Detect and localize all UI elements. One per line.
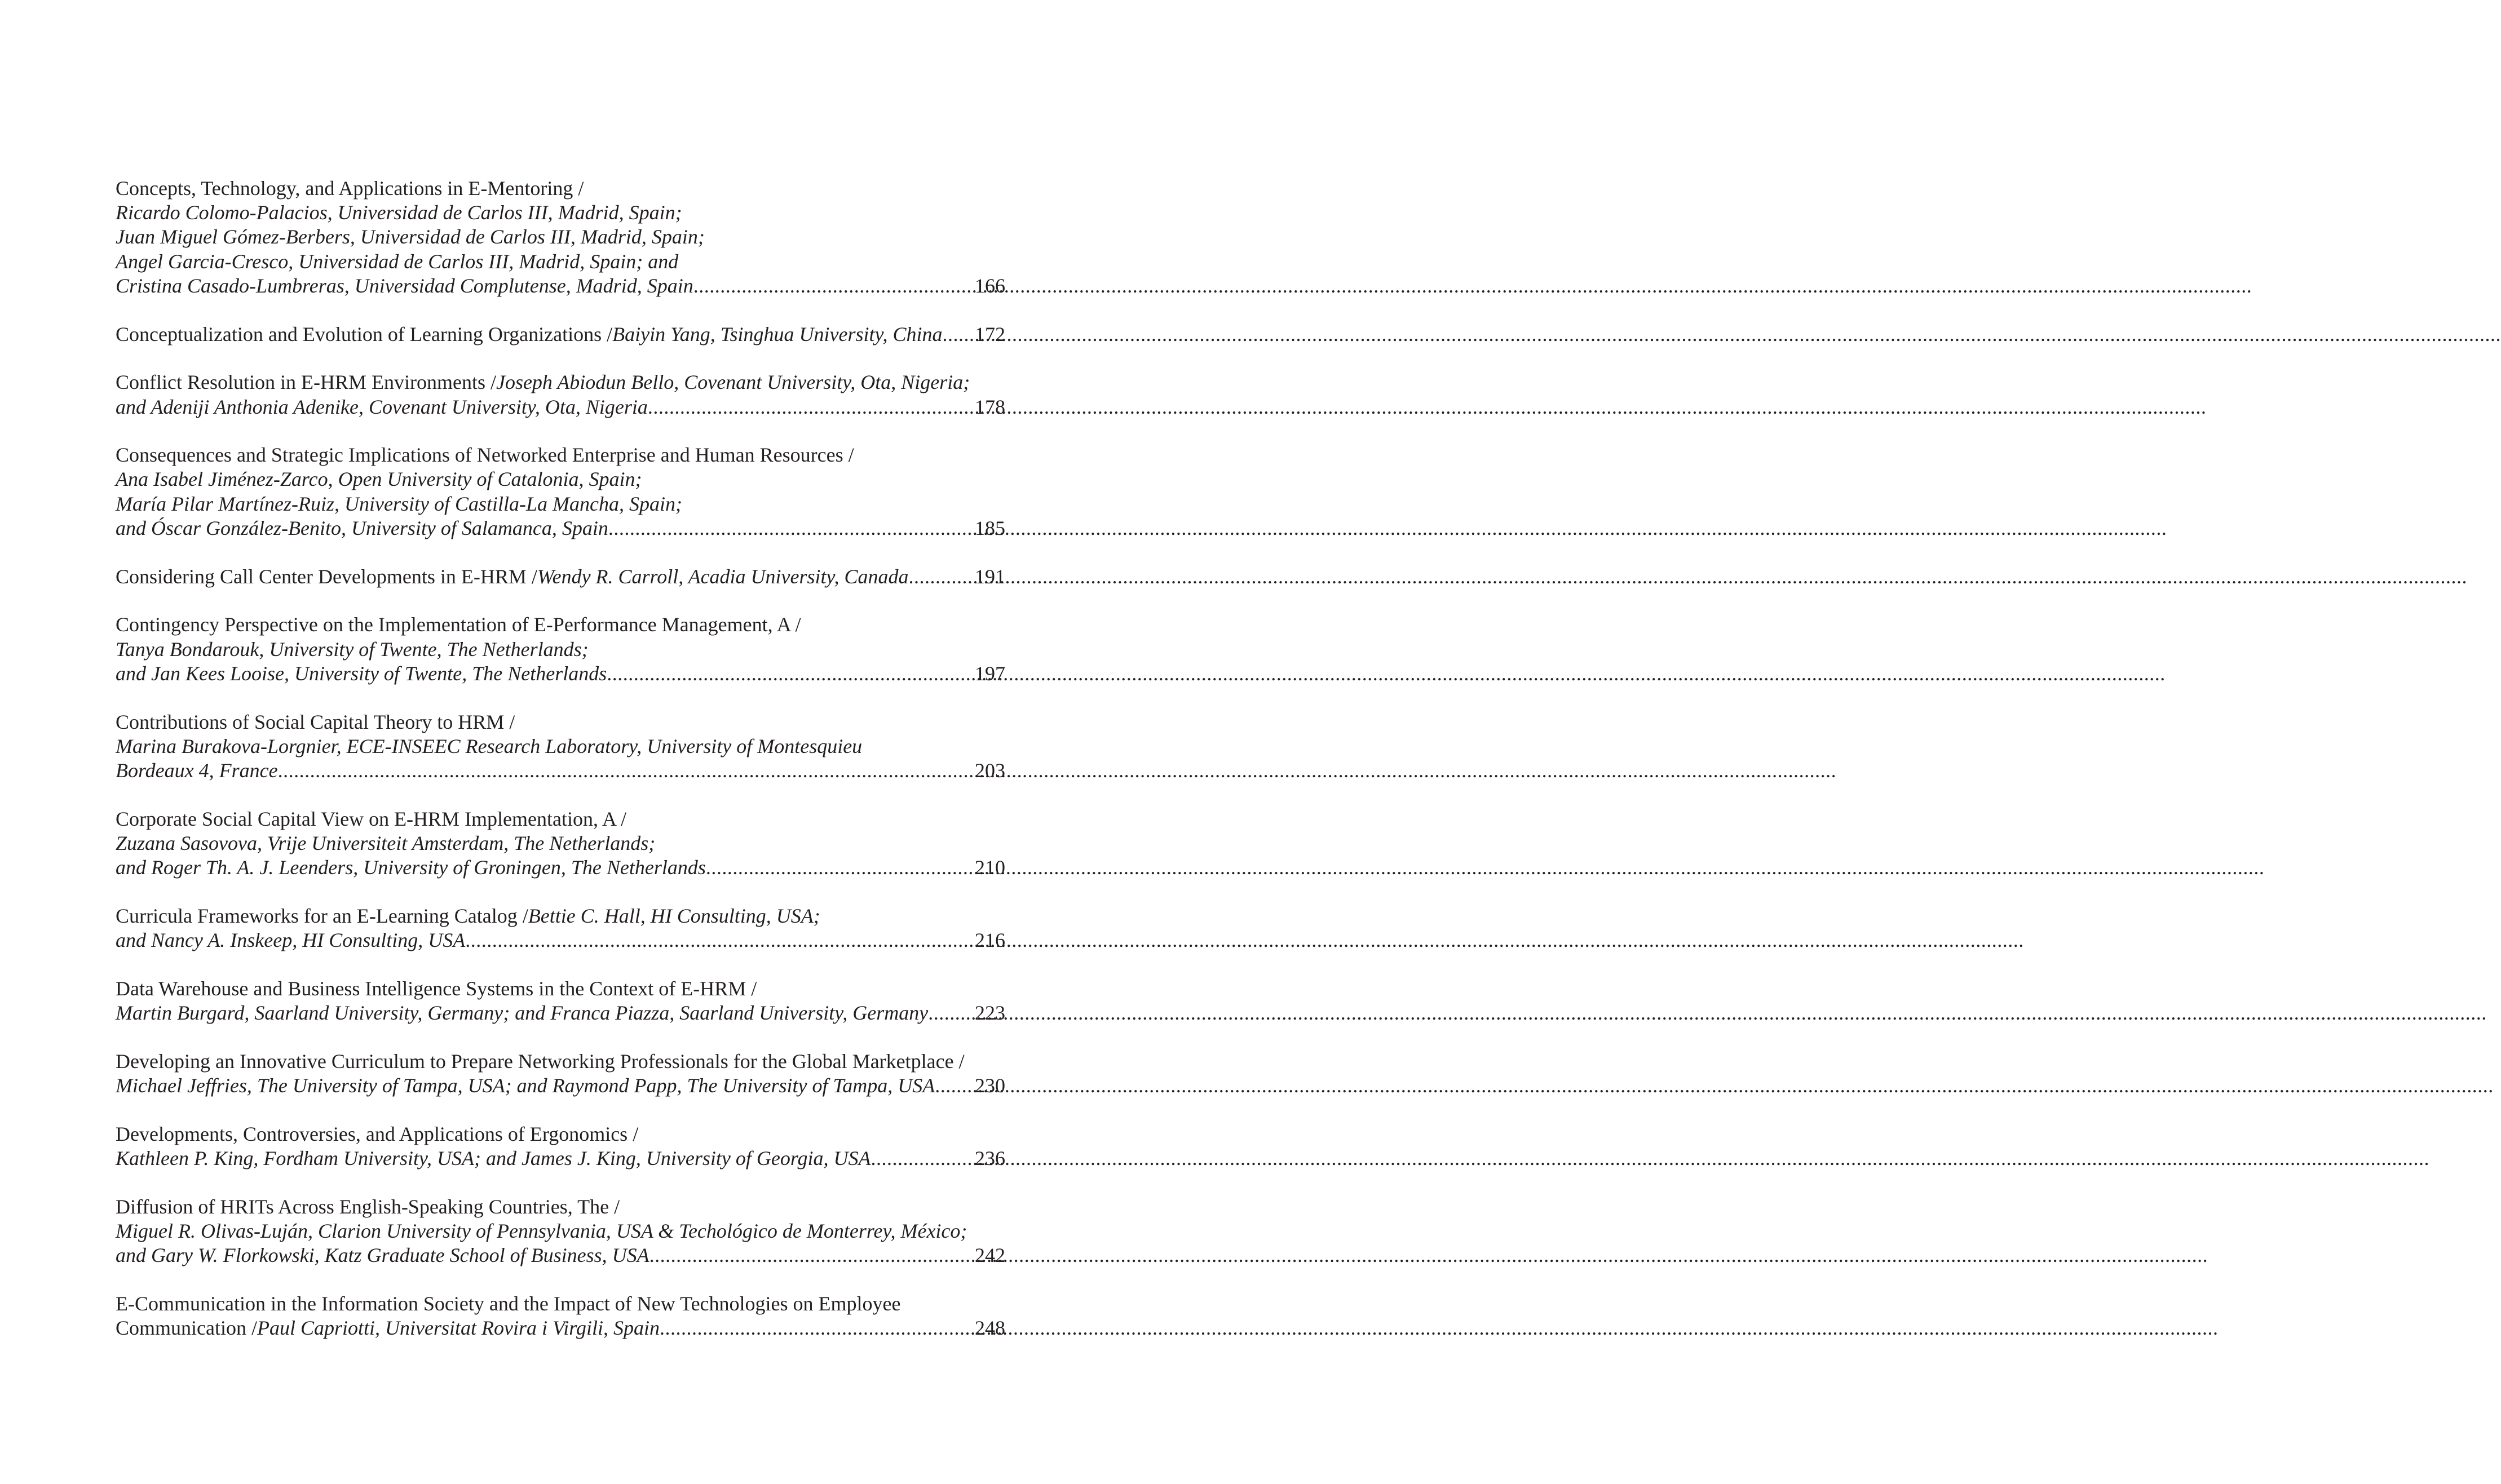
toc-entry-line <box>116 662 1005 686</box>
entry-title: Communication / <box>116 1317 257 1340</box>
entry-authors: and Óscar González-Benito, University of Salamanca, Spain <box>116 516 608 539</box>
entry-authors: Bettie C. Hall, HI Consulting, USA; <box>528 904 820 927</box>
toc-entry <box>116 565 1005 589</box>
dot-leader <box>660 1316 975 1340</box>
dot-leader <box>278 759 975 783</box>
entry-title: Diffusion of HRITs Across English-Speaking Countries, The / <box>116 1195 620 1218</box>
dot-leader <box>693 274 975 298</box>
toc-entry-line <box>116 176 1005 201</box>
entry-title: Consequences and Strategic Implications of Networked Enterprise and Human Resources / <box>116 444 854 467</box>
dot-leader <box>928 1001 975 1025</box>
entry-authors: Baiyin Yang, Tsinghua University, China <box>612 322 943 345</box>
toc-entry-line <box>116 395 1005 419</box>
toc-entry-line <box>116 322 1005 347</box>
toc-page <box>0 0 1155 1484</box>
toc-entry <box>116 807 1005 880</box>
toc-entry-line <box>116 467 1005 491</box>
page-number: 216 <box>975 929 1005 952</box>
toc-entry-line <box>116 1001 1005 1025</box>
entry-authors: Zuzana Sasovova, Vrije Universiteit Amsterdam, The Netherlands; <box>116 831 656 854</box>
entry-authors: and Jan Kees Looise, University of Twente, The Netherlands <box>116 662 607 685</box>
toc-entry-line <box>116 1243 1005 1268</box>
toc-entry-line <box>116 928 1005 953</box>
toc-entry-line <box>116 734 1005 759</box>
dot-leader <box>465 928 975 953</box>
entry-authors: Michael Jeffries, The University of Tampa, USA; and Raymond Papp, The University of Tampa, USA <box>116 1074 935 1097</box>
toc-entry-line <box>116 370 1005 395</box>
page-number: 230 <box>975 1074 1005 1097</box>
entry-authors: Miguel R. Olivas-Luján, Clarion University of Pennsylvania, USA & Techológico de Monterrey, México; <box>116 1219 967 1242</box>
toc-list <box>116 176 1005 1365</box>
toc-entry-line <box>116 1146 1005 1171</box>
entry-authors: Marina Burakova-Lorgnier, ECE-INSEEC Research Laboratory, University of Montesquieu <box>116 734 863 757</box>
dot-leader <box>935 1074 975 1098</box>
dot-leader <box>608 516 975 541</box>
entry-authors: and Nancy A. Inskeep, HI Consulting, USA <box>116 929 466 952</box>
entry-authors: Joseph Abiodun Bello, Covenant University, Ota, Nigeria; <box>496 371 970 394</box>
toc-entry-line <box>116 274 1005 298</box>
dot-leader <box>706 856 975 880</box>
entry-authors: and Adeniji Anthonia Adenike, Covenant University, Ota, Nigeria <box>116 395 648 418</box>
entry-authors: and Roger Th. A. J. Leenders, University of Groningen, The Netherlands <box>116 856 706 879</box>
toc-entry-line <box>116 831 1005 856</box>
toc-entry-line <box>116 443 1005 467</box>
toc-entry-line <box>116 516 1005 541</box>
toc-entry-line <box>116 1292 1005 1316</box>
entry-authors: Ana Isabel Jiménez-Zarco, Open University of Catalonia, Spain; <box>116 468 642 491</box>
page-number: 166 <box>975 274 1005 297</box>
entry-authors: Bordeaux 4, France <box>116 759 278 782</box>
toc-entry-line <box>116 613 1005 637</box>
toc-entry <box>116 1122 1005 1171</box>
page-number: 178 <box>975 395 1005 418</box>
entry-authors: Paul Capriotti, Universitat Rovira i Virgili, Spain <box>257 1317 660 1340</box>
toc-entry <box>116 904 1005 953</box>
page-number: 191 <box>975 565 1005 588</box>
page-number: 248 <box>975 1317 1005 1340</box>
dot-leader <box>909 565 975 589</box>
page-number: 197 <box>975 662 1005 685</box>
toc-entry-line <box>116 1049 1005 1074</box>
toc-entry-line <box>116 201 1005 225</box>
toc-entry-line <box>116 565 1005 589</box>
toc-entry-line <box>116 1195 1005 1219</box>
toc-entry-line <box>116 225 1005 249</box>
toc-entry-line <box>116 1316 1005 1340</box>
toc-entry <box>116 1195 1005 1268</box>
entry-title: Corporate Social Capital View on E-HRM Implementation, A / <box>116 807 627 830</box>
toc-entry-line <box>116 1122 1005 1146</box>
toc-entry-line <box>116 977 1005 1001</box>
page-number: 242 <box>975 1244 1005 1267</box>
toc-entry <box>116 613 1005 686</box>
toc-entry <box>116 710 1005 783</box>
entry-title: E-Communication in the Information Society and the Impact of New Technologies on Employee <box>116 1292 901 1315</box>
entry-title: Curricula Frameworks for an E-Learning Catalog / <box>116 904 528 927</box>
toc-entry <box>116 370 1005 419</box>
toc-entry-line <box>116 1219 1005 1243</box>
entry-authors: Martin Burgard, Saarland University, Germany; and Franca Piazza, Saarland University, Germany <box>116 1002 929 1025</box>
page-number: 223 <box>975 1002 1005 1025</box>
toc-entry-line <box>116 250 1005 274</box>
entry-title: Conceptualization and Evolution of Learning Organizations / <box>116 322 613 345</box>
toc-entry <box>116 176 1005 298</box>
page-number: 210 <box>975 856 1005 879</box>
entry-title: Contingency Perspective on the Implementation of E-Performance Management, A / <box>116 613 801 636</box>
entry-authors: Ricardo Colomo-Palacios, Universidad de Carlos III, Madrid, Spain; <box>116 201 682 224</box>
toc-entry <box>116 443 1005 541</box>
entry-authors: Tanya Bondarouk, University of Twente, The Netherlands; <box>116 637 589 661</box>
entry-authors: Cristina Casado-Lumbreras, Universidad Complutense, Madrid, Spain <box>116 274 693 297</box>
entry-authors: María Pilar Martínez-Ruiz, University of Castilla-La Mancha, Spain; <box>116 492 682 515</box>
dot-leader <box>871 1146 975 1171</box>
toc-entry-line <box>116 637 1005 662</box>
toc-entry-line <box>116 807 1005 831</box>
toc-entry-line <box>116 492 1005 516</box>
entry-authors: Juan Miguel Gómez-Berbers, Universidad de Carlos III, Madrid, Spain; <box>116 225 705 249</box>
entry-title: Developing an Innovative Curriculum to Prepare Networking Professionals for the Global Marketplace / <box>116 1049 965 1073</box>
toc-entry <box>116 322 1005 347</box>
entry-title: Data Warehouse and Business Intelligence Systems in the Context of E-HRM / <box>116 977 757 1000</box>
toc-entry <box>116 1292 1005 1340</box>
dot-leader <box>943 322 975 347</box>
dot-leader <box>607 662 975 686</box>
page-number: 236 <box>975 1146 1005 1170</box>
dot-leader <box>649 1243 975 1268</box>
page-number: 172 <box>975 322 1005 345</box>
entry-title: Developments, Controversies, and Applications of Ergonomics / <box>116 1122 639 1145</box>
entry-authors: Wendy R. Carroll, Acadia University, Canada <box>537 565 909 588</box>
entry-authors: Kathleen P. King, Fordham University, USA; and James J. King, University of Georgia, USA <box>116 1146 871 1170</box>
toc-entry <box>116 977 1005 1025</box>
entry-authors: and Gary W. Florkowski, Katz Graduate School of Business, USA <box>116 1244 649 1267</box>
toc-entry-line <box>116 904 1005 928</box>
toc-entry-line <box>116 759 1005 783</box>
page-number: 203 <box>975 759 1005 782</box>
toc-entry-line <box>116 710 1005 734</box>
dot-leader <box>648 395 975 419</box>
toc-entry <box>116 1049 1005 1098</box>
entry-title: Concepts, Technology, and Applications in E-Mentoring / <box>116 177 584 200</box>
entry-authors: Angel Garcia-Cresco, Universidad de Carlos III, Madrid, Spain; and <box>116 250 679 273</box>
page-number: 185 <box>975 516 1005 539</box>
entry-title: Contributions of Social Capital Theory to HRM / <box>116 710 515 733</box>
entry-title: Considering Call Center Developments in E-HRM / <box>116 565 537 588</box>
entry-title: Conflict Resolution in E-HRM Environments / <box>116 371 496 394</box>
toc-entry-line <box>116 856 1005 880</box>
toc-entry-line <box>116 1074 1005 1098</box>
